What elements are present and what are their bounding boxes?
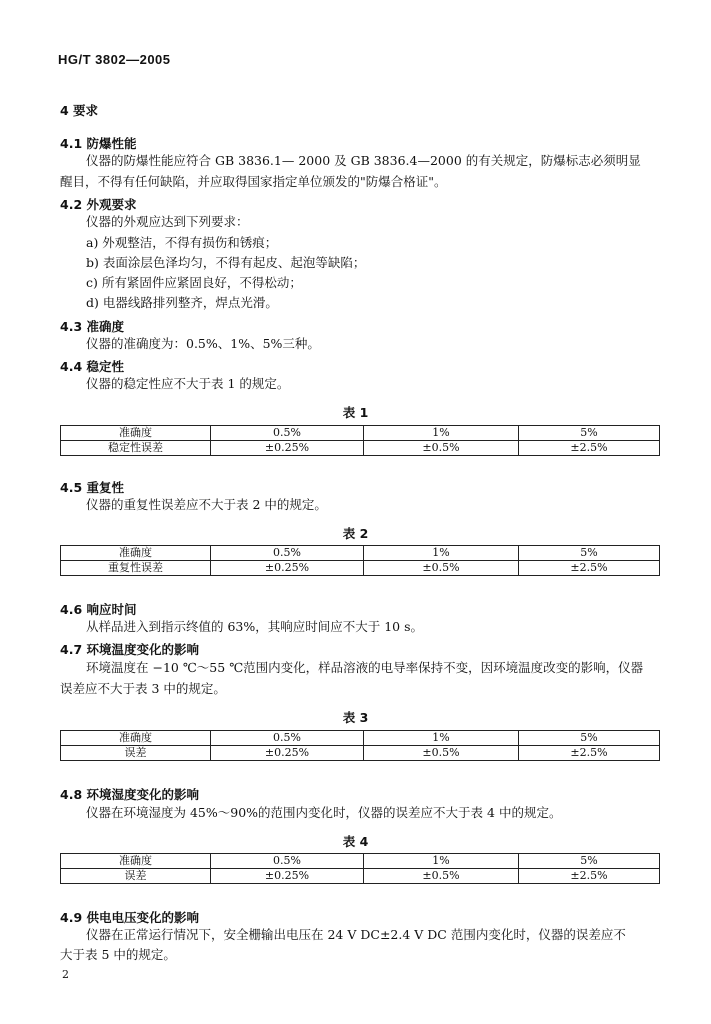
section-4-6-text: 从样品进入到指示终值的 63%，其响应时间应不大于 10 s。 — [86, 619, 424, 634]
section-4-4-text: 仪器的稳定性应不大于表 1 的规定。 — [86, 376, 290, 391]
table-cell: 0.5% — [211, 854, 364, 869]
table-cell: ±0.5% — [364, 441, 519, 456]
section-4-9-heading: 4.9 供电电压变化的影响 — [60, 910, 199, 925]
table-cell: 重复性误差 — [61, 561, 211, 576]
page-number: 2 — [62, 968, 69, 981]
section-4-7-line2: 误差应不大于表 3 中的规定。 — [60, 681, 226, 696]
section-4-6-heading: 4.6 响应时间 — [60, 602, 137, 617]
section-4-9-line2: 大于表 5 中的规定。 — [60, 947, 176, 962]
table-cell: ±2.5% — [519, 746, 660, 761]
table-row — [61, 546, 660, 561]
table-cell: 5% — [519, 854, 660, 869]
table-row — [61, 426, 660, 441]
section-4-5-heading: 4.5 重复性 — [60, 480, 124, 495]
section-4-heading: 4 要求 — [60, 103, 99, 118]
table-2-caption: 表 2 — [342, 526, 369, 541]
section-4-7-heading: 4.7 环境温度变化的影响 — [60, 642, 199, 657]
table-cell: 准确度 — [61, 854, 211, 869]
table-cell: 准确度 — [61, 731, 211, 746]
list-item: a) 外观整洁，不得有损伤和锈痕； — [86, 235, 278, 250]
table-cell: ±0.5% — [364, 869, 519, 884]
section-4-1-line1: 仪器的防爆性能应符合 GB 3836.1— 2000 及 GB 3836.4—2000 的有关规定，防爆标志必须明显 — [86, 153, 641, 168]
table-cell: 0.5% — [211, 731, 364, 746]
section-4-5-text: 仪器的重复性误差应不大于表 2 中的规定。 — [86, 497, 327, 512]
table-3-caption: 表 3 — [342, 710, 369, 725]
section-4-8-text: 仪器在环境湿度为 45%～90%的范围内变化时，仪器的误差应不大于表 4 中的规定。 — [86, 805, 562, 820]
table-cell: 1% — [364, 426, 519, 441]
section-4-1-line2: 醒目，不得有任何缺陷，并应取得国家指定单位颁发的"防爆合格证"。 — [60, 174, 447, 189]
table-cell: ±0.25% — [211, 561, 364, 576]
section-4-8-heading: 4.8 环境湿度变化的影响 — [60, 787, 199, 802]
section-4-2-heading: 4.2 外观要求 — [60, 197, 137, 212]
table-cell: ±2.5% — [519, 441, 660, 456]
list-item: c) 所有紧固件应紧固良好，不得松动； — [86, 275, 302, 290]
table-2 — [60, 545, 660, 576]
table-cell: 5% — [519, 546, 660, 561]
table-cell: 准确度 — [61, 546, 211, 561]
table-cell: ±2.5% — [519, 561, 660, 576]
table-cell: 1% — [364, 854, 519, 869]
table-cell: ±0.25% — [211, 746, 364, 761]
table-cell: 误差 — [61, 746, 211, 761]
table-row — [61, 441, 660, 456]
table-row — [61, 731, 660, 746]
table-row — [61, 746, 660, 761]
table-cell: 误差 — [61, 869, 211, 884]
list-item: b) 表面涂层色泽均匀，不得有起皮、起泡等缺陷； — [86, 255, 366, 270]
section-4-3-heading: 4.3 准确度 — [60, 319, 124, 334]
table-cell: 0.5% — [211, 426, 364, 441]
list-item: d) 电器线路排列整齐，焊点光滑。 — [86, 295, 278, 310]
section-4-7-line1: 环境温度在 −10 ℃～55 ℃范围内变化，样品溶液的电导率保持不变，因环境温度改变的影响，仪器 — [86, 660, 644, 675]
table-cell: ±0.25% — [211, 441, 364, 456]
table-cell: 准确度 — [61, 426, 211, 441]
table-1-caption: 表 1 — [342, 405, 369, 420]
table-4 — [60, 853, 660, 884]
table-row — [61, 561, 660, 576]
table-cell: 0.5% — [211, 546, 364, 561]
table-4-caption: 表 4 — [342, 834, 369, 849]
standard-number: HG/T 3802—2005 — [58, 52, 171, 67]
table-cell: ±2.5% — [519, 869, 660, 884]
section-4-4-heading: 4.4 稳定性 — [60, 359, 124, 374]
section-4-3-text: 仪器的准确度为：0.5%、1%、5%三种。 — [86, 336, 320, 351]
table-cell: 1% — [364, 546, 519, 561]
section-4-2-intro: 仪器的外观应达到下列要求： — [86, 214, 249, 229]
table-row — [61, 854, 660, 869]
table-cell: ±0.5% — [364, 746, 519, 761]
table-cell: ±0.25% — [211, 869, 364, 884]
table-cell: 5% — [519, 426, 660, 441]
section-4-1-heading: 4.1 防爆性能 — [60, 136, 137, 151]
table-cell: 稳定性误差 — [61, 441, 211, 456]
table-cell: 1% — [364, 731, 519, 746]
table-1 — [60, 425, 660, 456]
section-4-9-line1: 仪器在正常运行情况下，安全栅输出电压在 24 V DC±2.4 V DC 范围内变化时，仪器的误差应不 — [86, 927, 626, 942]
table-cell: 5% — [519, 731, 660, 746]
table-3 — [60, 730, 660, 761]
table-cell: ±0.5% — [364, 561, 519, 576]
table-row — [61, 869, 660, 884]
